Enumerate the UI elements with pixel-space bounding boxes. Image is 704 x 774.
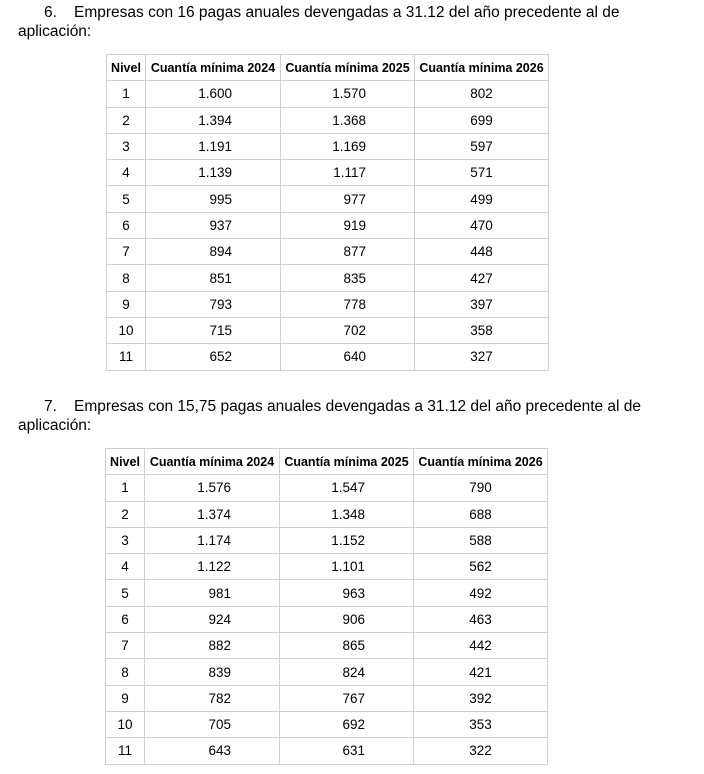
nivel-cell: 6 <box>106 606 145 632</box>
column-header-3: Cuantía mínima 2026 <box>414 449 548 475</box>
amount-cell: 353 <box>414 711 548 737</box>
table-row <box>107 265 549 291</box>
amount-cell: 1.117 <box>281 160 415 186</box>
amount-cell: 442 <box>414 633 548 659</box>
table-header-row <box>107 55 549 81</box>
table-row <box>106 685 548 711</box>
amount-cell: 1.547 <box>280 475 414 501</box>
amount-cell: 640 <box>281 344 415 370</box>
section-6-text: Empresas con 16 pagas anuales devengadas a 31.12 del año precedente al de aplicación: <box>18 4 620 40</box>
amount-cell: 358 <box>415 317 549 343</box>
nivel-cell: 7 <box>106 633 145 659</box>
table-row <box>106 659 548 685</box>
amount-cell: 1.169 <box>281 133 415 159</box>
section-6-number: 6. <box>44 4 57 21</box>
table-row <box>106 738 548 764</box>
amount-cell: 392 <box>414 685 548 711</box>
amount-cell: 839 <box>145 659 280 685</box>
amount-cell: 499 <box>415 186 549 212</box>
amount-cell: 1.368 <box>281 107 415 133</box>
amount-cell: 492 <box>414 580 548 606</box>
amount-cell: 1.600 <box>146 81 281 107</box>
amount-cell: 421 <box>414 659 548 685</box>
amount-cell: 688 <box>414 501 548 527</box>
amount-cell: 882 <box>145 633 280 659</box>
nivel-cell: 9 <box>107 291 146 317</box>
amount-cell: 692 <box>280 711 414 737</box>
nivel-cell: 8 <box>107 265 146 291</box>
amount-cell: 448 <box>415 239 549 265</box>
nivel-cell: 8 <box>106 659 145 685</box>
nivel-cell: 11 <box>107 344 146 370</box>
amount-cell: 631 <box>280 738 414 764</box>
nivel-cell: 4 <box>106 554 145 580</box>
table-row <box>106 527 548 553</box>
nivel-cell: 3 <box>106 527 145 553</box>
nivel-cell: 4 <box>107 160 146 186</box>
amount-cell: 327 <box>415 344 549 370</box>
table-row <box>107 160 549 186</box>
table-row <box>107 133 549 159</box>
amount-cell: 463 <box>414 606 548 632</box>
amount-cell: 835 <box>281 265 415 291</box>
nivel-cell: 10 <box>106 711 145 737</box>
amount-cell: 1.174 <box>145 527 280 553</box>
table-row <box>106 475 548 501</box>
amount-cell: 865 <box>280 633 414 659</box>
table-row <box>107 186 549 212</box>
amount-cell: 1.101 <box>280 554 414 580</box>
table-row <box>107 212 549 238</box>
amount-cell: 1.374 <box>145 501 280 527</box>
table-row <box>106 606 548 632</box>
amount-cell: 715 <box>146 317 281 343</box>
amount-cell: 782 <box>145 685 280 711</box>
amount-cell: 793 <box>146 291 281 317</box>
nivel-cell: 1 <box>106 475 145 501</box>
section-6-title <box>18 3 678 41</box>
amount-cell: 778 <box>281 291 415 317</box>
column-header-1: Cuantía mínima 2024 <box>145 449 280 475</box>
amount-cell: 963 <box>280 580 414 606</box>
nivel-cell: 9 <box>106 685 145 711</box>
amount-cell: 705 <box>145 711 280 737</box>
nivel-cell: 2 <box>106 501 145 527</box>
amount-cell: 802 <box>415 81 549 107</box>
column-header-1: Cuantía mínima 2024 <box>146 55 281 81</box>
amount-cell: 1.570 <box>281 81 415 107</box>
amount-cell: 1.576 <box>145 475 280 501</box>
amount-cell: 427 <box>415 265 549 291</box>
amount-cell: 702 <box>281 317 415 343</box>
amount-cell: 851 <box>146 265 281 291</box>
table-row <box>107 317 549 343</box>
section-7-title <box>18 397 678 435</box>
amount-cell: 894 <box>146 239 281 265</box>
amount-cell: 1.348 <box>280 501 414 527</box>
nivel-cell: 10 <box>107 317 146 343</box>
section-7-text: Empresas con 15,75 pagas anuales devengadas a 31.12 del año precedente al de aplicación: <box>18 398 642 434</box>
amount-cell: 397 <box>415 291 549 317</box>
amount-cell: 824 <box>280 659 414 685</box>
amount-cell: 981 <box>145 580 280 606</box>
nivel-cell: 5 <box>107 186 146 212</box>
nivel-cell: 6 <box>107 212 146 238</box>
table-row <box>106 554 548 580</box>
section-7-number: 7. <box>44 398 57 415</box>
column-header-0: Nivel <box>106 449 145 475</box>
amount-cell: 699 <box>415 107 549 133</box>
table-row <box>106 501 548 527</box>
amount-cell: 562 <box>414 554 548 580</box>
amount-cell: 1.394 <box>146 107 281 133</box>
amount-cell: 1.152 <box>280 527 414 553</box>
amount-cell: 977 <box>281 186 415 212</box>
amount-cell: 652 <box>146 344 281 370</box>
amount-cell: 906 <box>280 606 414 632</box>
amount-cell: 597 <box>415 133 549 159</box>
table-row <box>107 239 549 265</box>
amount-cell: 767 <box>280 685 414 711</box>
amount-cell: 924 <box>145 606 280 632</box>
salary-table-16-pagas <box>106 54 549 371</box>
amount-cell: 322 <box>414 738 548 764</box>
column-header-3: Cuantía mínima 2026 <box>415 55 549 81</box>
amount-cell: 790 <box>414 475 548 501</box>
table-header-row <box>106 449 548 475</box>
amount-cell: 1.191 <box>146 133 281 159</box>
table-row <box>106 633 548 659</box>
nivel-cell: 7 <box>107 239 146 265</box>
amount-cell: 588 <box>414 527 548 553</box>
amount-cell: 1.139 <box>146 160 281 186</box>
amount-cell: 571 <box>415 160 549 186</box>
amount-cell: 937 <box>146 212 281 238</box>
table-row <box>107 81 549 107</box>
amount-cell: 919 <box>281 212 415 238</box>
table-row <box>106 580 548 606</box>
amount-cell: 995 <box>146 186 281 212</box>
amount-cell: 643 <box>145 738 280 764</box>
nivel-cell: 11 <box>106 738 145 764</box>
column-header-0: Nivel <box>107 55 146 81</box>
nivel-cell: 1 <box>107 81 146 107</box>
nivel-cell: 3 <box>107 133 146 159</box>
column-header-2: Cuantía mínima 2025 <box>280 449 414 475</box>
nivel-cell: 5 <box>106 580 145 606</box>
nivel-cell: 2 <box>107 107 146 133</box>
amount-cell: 877 <box>281 239 415 265</box>
amount-cell: 1.122 <box>145 554 280 580</box>
table-row <box>106 711 548 737</box>
table-row <box>107 344 549 370</box>
table-row <box>107 107 549 133</box>
column-header-2: Cuantía mínima 2025 <box>281 55 415 81</box>
table-row <box>107 291 549 317</box>
amount-cell: 470 <box>415 212 549 238</box>
salary-table-15-75-pagas <box>105 448 548 765</box>
